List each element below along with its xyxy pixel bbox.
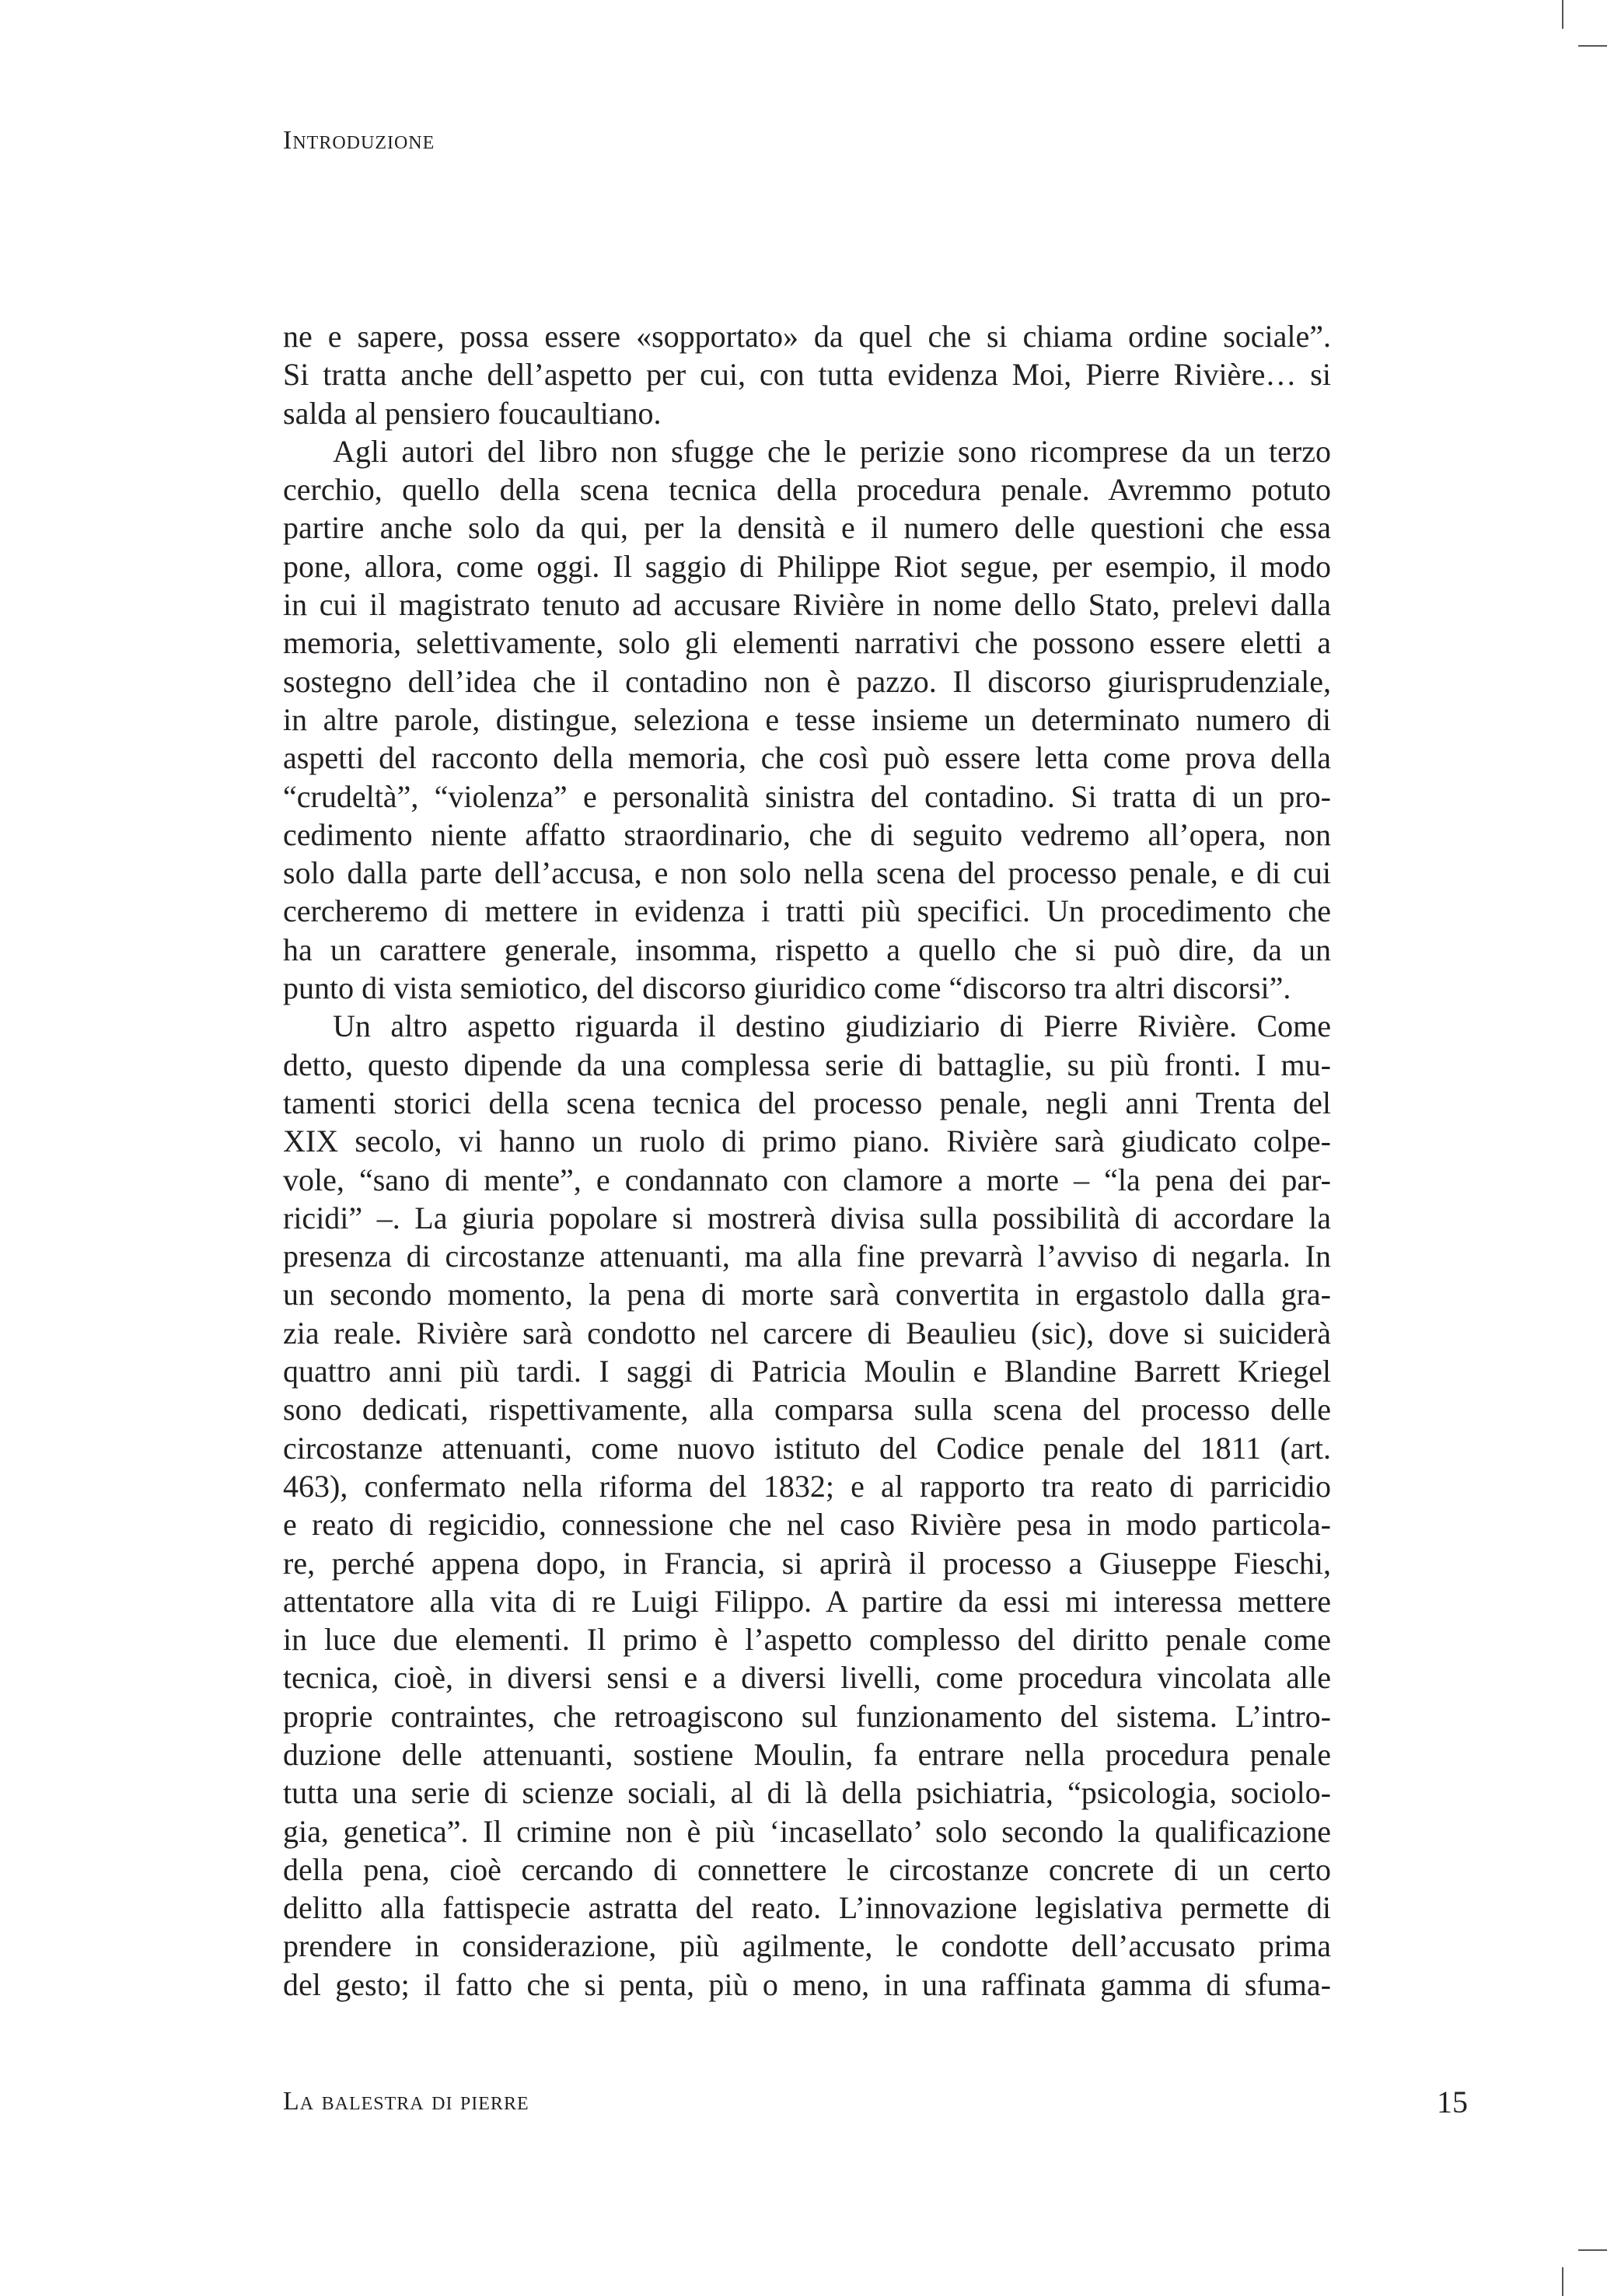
text-line: cerchio, quello della scena tecnica della procedura penale. Avremmo potuto [283, 472, 1331, 508]
text-line: della pena, cioè cercando di connettere le circostanze concrete di un certo [283, 1851, 1331, 1887]
text-line: in cui il magistrato tenuto ad accusare Rivière in nome dello Stato, prelevi dalla [283, 587, 1331, 623]
page-number: 15 [1437, 2085, 1468, 2120]
text-line: un secondo momento, la pena di morte sarà convertita in ergastolo dalla gra- [283, 1277, 1331, 1312]
text-line: presenza di circostanze attenuanti, ma alla fine prevarrà l’avviso di negarla. In [283, 1239, 1331, 1274]
text-line: prendere in considerazione, più agilmente, le condotte dell’accusato prima [283, 1928, 1331, 1964]
text-line: aspetti del racconto della memoria, che così può essere letta come prova della [283, 740, 1331, 776]
text-line: salda al pensiero foucaultiano. [283, 395, 662, 431]
text-line: in luce due elementi. Il primo è l’aspetto complesso del diritto penale come [283, 1622, 1331, 1658]
text-line: XIX secolo, vi hanno un ruolo di primo piano. Rivière sarà giudicato colpe- [283, 1124, 1331, 1159]
text-line: circostanze attenuanti, come nuovo istituto del Codice penale del 1811 (art. [283, 1430, 1331, 1466]
text-line: Un altro aspetto riguarda il destino giudiziario di Pierre Rivière. Come [333, 1008, 1331, 1044]
text-line: pone, allora, come oggi. Il saggio di Philippe Riot segue, per esempio, il modo [283, 548, 1331, 584]
text-line: re, perché appena dopo, in Francia, si aprirà il processo a Giuseppe Fieschi, [283, 1545, 1331, 1581]
text-line: cedimento niente affatto straordinario, che di seguito vedremo all’opera, non [283, 816, 1331, 852]
text-line: delitto alla fattispecie astratta del reato. L’innovazione legislativa permette di [283, 1890, 1331, 1926]
text-line: Agli autori del libro non sfugge che le perizie sono ricomprese da un terzo [333, 433, 1331, 469]
crop-mark-bottom-right [1578, 2249, 1607, 2251]
text-line: memoria, selettivamente, solo gli elementi narrativi che possono essere eletti a [283, 625, 1331, 661]
text-line: attentatore alla vita di re Luigi Filippo. A partire da essi mi interessa mettere [283, 1583, 1331, 1619]
text-line: 463), confermato nella riforma del 1832; e al rapporto tra reato di parricidio [283, 1468, 1331, 1504]
text-line: tutta una serie di scienze sociali, al di là della psichiatria, “psicologia, sociolo- [283, 1775, 1331, 1811]
text-line: duzione delle attenuanti, sostiene Moulin, fa entrare nella procedura penale [283, 1736, 1331, 1772]
text-line: quattro anni più tardi. I saggi di Patricia Moulin e Blandine Barrett Kriegel [283, 1354, 1331, 1389]
text-line: ne e sapere, possa essere «sopportato» da quel che si chiama ordine sociale”. [283, 319, 1331, 354]
crop-mark-top [1562, 0, 1563, 29]
text-line: in altre parole, distingue, seleziona e tesse insieme un determinato numero di [283, 701, 1331, 737]
text-line: tecnica, cioè, in diversi sensi e a diversi livelli, come procedura vincolata alle [283, 1660, 1331, 1696]
body-text [283, 317, 1331, 2004]
text-line: detto, questo dipende da una complessa serie di battaglie, su più fronti. I mu- [283, 1047, 1331, 1082]
text-line: del gesto; il fatto che si penta, più o meno, in una raffinata gamma di sfuma- [283, 1966, 1331, 2002]
crop-mark-top-right [1578, 45, 1607, 47]
text-line: punto di vista semiotico, del discorso giuridico come “discorso tra altri discorsi”. [283, 970, 1291, 1006]
text-line: “crudeltà”, “violenza” e personalità sinistra del contadino. Si tratta di un pro- [283, 778, 1331, 814]
text-line: e reato di regicidio, connessione che nel caso Rivière pesa in modo particola- [283, 1507, 1331, 1543]
text-line: partire anche solo da qui, per la densità e il numero delle questioni che essa [283, 510, 1331, 546]
text-line: tamenti storici della scena tecnica del processo penale, negli anni Trenta del [283, 1085, 1331, 1120]
text-line: gia, genetica”. Il crimine non è più ‘incasellato’ solo secondo la qualificazione [283, 1813, 1331, 1849]
text-line: sono dedicati, rispettivamente, alla comparsa sulla scena del processo delle [283, 1392, 1331, 1428]
text-line: Si tratta anche dell’aspetto per cui, con tutta evidenza Moi, Pierre Rivière… si [283, 357, 1331, 393]
text-line: solo dalla parte dell’accusa, e non solo nella scena del processo penale, e di cui [283, 855, 1331, 891]
text-line: zia reale. Rivière sarà condotto nel carcere di Beaulieu (sic), dove si suiciderà [283, 1315, 1331, 1351]
text-line: cercheremo di mettere in evidenza i tratti più specifici. Un procedimento che [283, 893, 1331, 929]
text-line: proprie contraintes, che retroagiscono sul funzionamento del sistema. L’intro- [283, 1698, 1331, 1734]
footer-book-title: La balestra di pierre [283, 2087, 529, 2116]
running-head: Introduzione [283, 126, 435, 155]
crop-mark-bottom [1562, 2267, 1563, 2296]
text-line: ha un carattere generale, insomma, rispetto a quello che si può dire, da un [283, 931, 1331, 967]
text-line: vole, “sano di mente”, e condannato con clamore a morte – “la pena dei par- [283, 1162, 1331, 1197]
text-line: ricidi” –. La giuria popolare si mostrerà divisa sulla possibilità di accordare la [283, 1200, 1331, 1235]
text-line: sostegno dell’idea che il contadino non è pazzo. Il discorso giurisprudenziale, [283, 663, 1331, 699]
